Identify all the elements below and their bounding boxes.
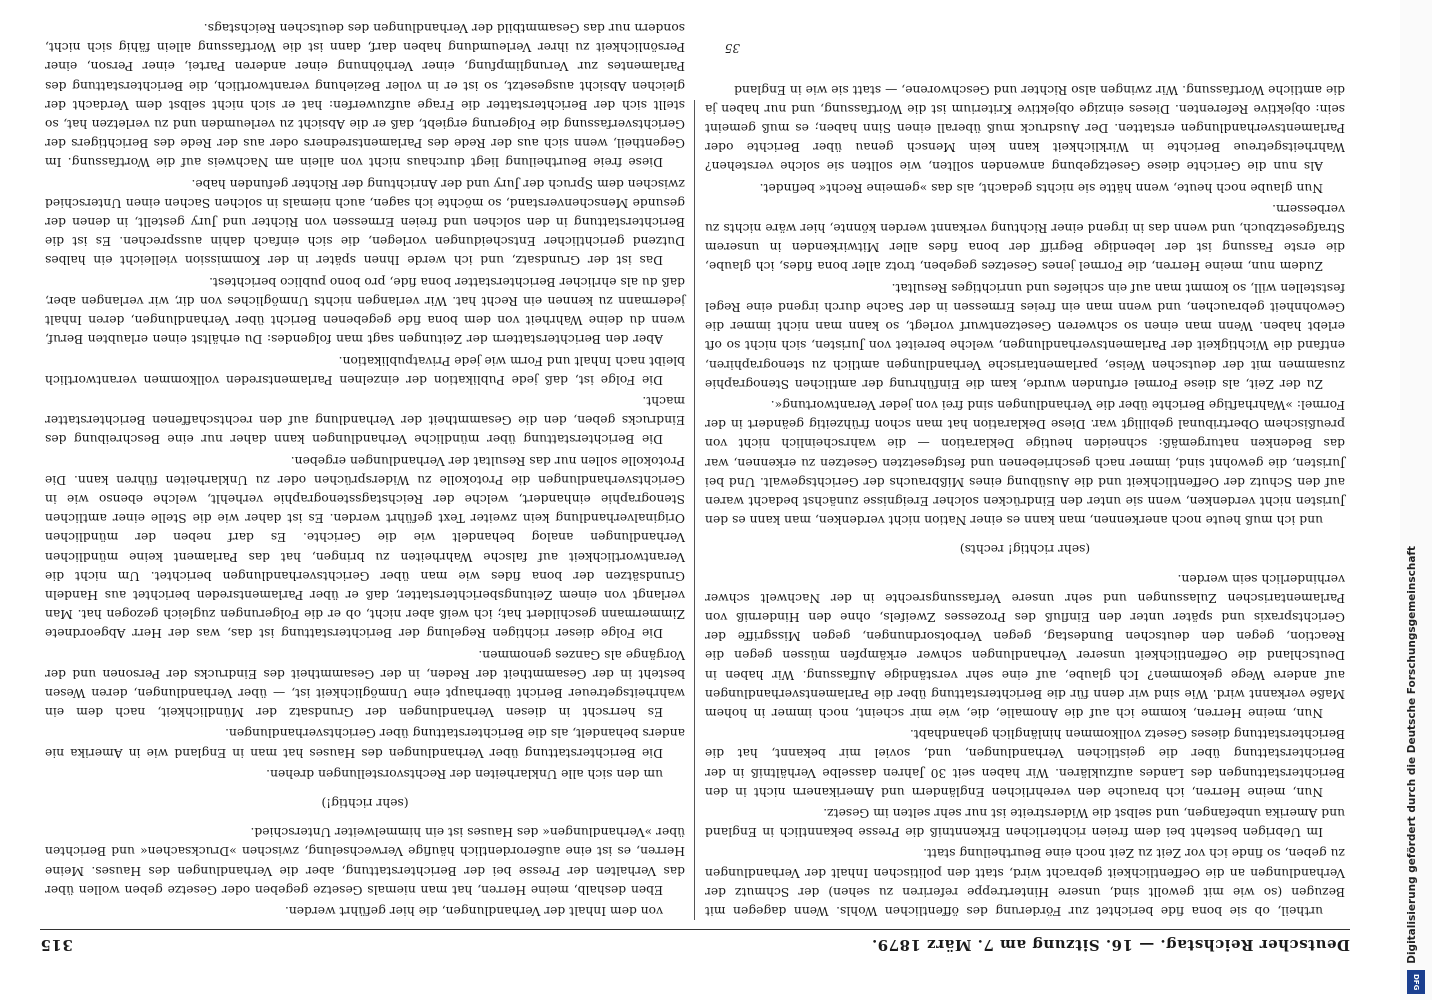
page-header — [40, 930, 1350, 960]
paragraph: Die Folge ist, daß jede Publikation der einzelnen Parlamentsreden vollkommen verantwortlich bleibt nach Inhalt und Form wie jede Privatpublikation. — [45, 353, 685, 387]
paragraph: und ich muß heute noch anerkennen, man kann es einer Nation nicht verdenken, man kann es den Juristen nicht verdenken, wenn sie unter den Eindrücken solcher Ereignisse zunächst bedacht waren auf den Schutz der Oeffentlichkeit und die Ausübung eines Mißbrauchs der Gerichtsgewalt. Und bei Juristen, die gewohnt sind, immer nach geschriebenen und festgesetzten Gesetzen zu erkennen, war das Bedenken naturgemäß: schneiden heutige Deklaration — die wahrscheinlich nicht von preußischem Obertribunal gebilligt war. Diese Deklaration hat man schon frühzeitig geändert in der Formel: »Wahrhaftige Berichte über die Verhandlungen sind frei von jeder Verantwortung«. — [705, 397, 1345, 528]
signature-mark: 35 — [724, 41, 740, 55]
paragraph: Als nun die Gerichte diese Gesetzgebung anwenden sollten, wie sollten sie solche verstehen? Wahrheitsgetreue Berichte in Wirklichkeit kann kein Mensch genau über Berichte oder Parlamentsverhandlungen erstatten. Der Ausdruck muß überall einen Sinn haben; es muß gemeint sein: objektive Referenten. Dieses einzige objektive Kriterium ist die Wortfassung, und nur haben ja die amtliche Wortfassung. Wir zwingen also Richter und Geschworene, — statt sie wie in England — [705, 82, 1345, 174]
paragraph: Diese freie Beurtheilung liegt durchaus nicht von allein am Nachweis auf die Wortfassung. Im Gegentheil, wenn sich aus der Rede des Parlamentsredners oder aus der Rede des Berichtigers der Gerichtsverfassung die Folgerung ergiebt, daß er die Absicht zu verleumden und zu verletzen hat, so stellt sich der Berichterstatter die Frage aufzuwerfen: hat er sich nicht selbst dem Verdacht der gleichen Absicht ausgesetzt, so ist er in voller Beziehung verantwortlich, die Berichterstattung des Parlamentes zur Verunglimpfung, einer Verhöhnung einer anderen Partei, einer Person, einer Persönlichkeit zu ihrer Verleumdung haben darf, dann ist die Wortfassung allein fähig sich nicht, sondern nur das Gesammtbild der Verhandlungen des deutschen Reichstags. — [45, 21, 685, 170]
paragraph: Die Berichterstattung über Verhandlungen des Hauses hat man in England wie in Amerika nie anders behandelt, als die Berichterstattung über Gerichtsverhandlungen. — [45, 726, 685, 760]
right-column — [45, 21, 685, 920]
paragraph: Zudem nun, meine Herren, die Formel jenes Gesetzes gegeben, trotz aller bona fides, ich glaube, die erste Fassung ist der lebendige Begriff der bona fides aller Mitwirkenden in unserem Strafgesetzbuch, und wenn das in irgend einer Richtung verkannt werden könnte, hier wäre nichts zu verbessern. — [705, 201, 1345, 274]
paragraph: um den sich alle Unklarheiten der Rechtsvorstellungen drehen. — [266, 766, 663, 781]
header-rule — [40, 929, 1350, 930]
paragraph: Das ist der Grundsatz, und ich werde Ihnen später in der Kommission vielleicht ein halbes Dutzend gerichtlicher Entscheidungen vorlegen, die sich einfach dahin aussprechen. Es ist die Berichterstattung in den solchen und freien Ermessen von Richter und Jury gestellt, in denen der gesunde Menschenverstand, so möchte ich sagen, auch niemals in solchen Sachen einen Unterschied zwischen dem Spruch der Jury und der Anrichtung der Richter gefunden habe. — [45, 176, 685, 268]
paragraph: Zu der Zeit, als diese Formel erfunden wurde, kam die Einführung der amtlichen Stenographie zusammen mit der deutschen Weise, parlamentarische Verhandlungen amtlich zu stenographiren, entfand die Wichtigkeit der Parlamentsverhandlungen, welche bereitet von Juristen, sich nicht so oft erlebt haben. Wenn man einen so schweren Gesetzentwurf vorlegt, so kann man nicht immer die Gewohnheit gebrauchen, und wenn man ein freies Ermessen in der Sache durch irgend eine Regel feststellen will, so kommt man auf ein schiefes und unrichtiges Resultat. — [705, 280, 1345, 391]
paragraph: Die Folge dieser richtigen Regelung der Berichterstattung ist das, was der Herr Abgeordnete Zimmermann geschildert hat; ich weiß aber nicht, ob er die Folgerungen zugleich gezogen hat. Man verlangt von einem Zeitungsberichterstatter, daß er über Parlamentsreden berichtet aus Handeln Grundsätzen der bona fides wie man über Gerichtsverhandlungen berichtet. Um nicht die Verantwortlichkeit auf falsche Wahrheiten zu bringen, hat das Parlament keine mündlichen Verhandlungen analog behandelt wie die Gerichte. Es darf neben der mündlichen Originalverhandlung kein zweiter Text geführt werden. Es ist daher wie die Stelle einer amtlichen Stenographie einhandert, welche der Reichstagsstenographie verhehlt, welche ebenso wie in Gerichtsverhandlungen die Protokolle zu Widersprüchen oder zu Unklarheiten führen kann. Die Protokolle sollen nur das Resultat der Verhandlungen ergeben. — [45, 453, 685, 641]
running-title: Deutscher Reichstag. — 16. Sitzung am 7. März 1879. — [871, 936, 1350, 954]
paragraph: Die Berichterstattung über mündliche Verhandlungen kann daher nur eine Beschreibung des Eindrucks geben, den die Gesammtheit der Verhandlung auf den rechtschaffenen Berichterstatter macht. — [45, 393, 685, 447]
digitization-sidebar — [1400, 0, 1432, 1000]
paragraph: von dem Inhalt der Verhandlungen, die hier geführt werden. — [284, 904, 663, 918]
column-divider — [694, 100, 695, 920]
paragraph: Aber den Berichterstattern der Zeitungen sagt man folgendes: Du erhältst einen erlaubten Beruf, wenn du deine Wahrheit von dem bona fide gegebenen Bericht über Verhandlungen, deren Inhalt jedermann zu kennen ein Recht hat. Wir verlangen nichts Unmögliches von dir, wir verlangen aber, daß du als ehrlicher Berichterstatter bona fide, pro bono publico berichtest. — [45, 274, 685, 347]
paragraph: Nun glaube noch heute, wenn hätte sie nichts gedacht, als das »gemeine Recht« befindet. — [759, 180, 1323, 195]
left-column — [705, 82, 1345, 920]
paragraph: Eben deshalb, meine Herren, hat man niemals Gesetze gegeben oder Gesetze geben wollen über das Verhalten der Presse bei der Berichterstattung, aber die Verhandlungen des Hauses. Meine Herren, es ist eine außerordentlich häufige Verwechselung, zwischen »Drucksachen« und Berichten über »Verhandlungen« des Hauses ist ein himmelweiter Unterschied. — [45, 825, 685, 897]
funding-note: Digitalisierung gefördert durch die Deutsche Forschungsgemeinschaft — [1406, 546, 1418, 964]
interjection: (sehr richtig!) — [321, 795, 409, 810]
paragraph: Nun, meine Herren, komme ich auf die Anomalie, die, wie mir scheint, noch immer in hohem Maße verkannt wird. Wie sind wir denn für die Berichterstattung über die Parlamentsverhandlungen auf andere Wege gekommen? Ich glaube, auf eine sehr verständige Auffassung. Wir haben in Deutschland die Oeffentlichkeit unserer Verhandlungen schwer erkämpfen müssen gegen die Reaction, gegen den deutschen Bundestag, gegen Verbotsordnungen, gegen Missgriffe der Gerichtspraxis und später unter den Einfluß des Prozesses Zweifels, ohne den Hinderniß von Parlamentarischen Zulassungen und sehr unsere Verfassungsrechte in der Nachwelt schwer verhinderlich sein werden. — [705, 571, 1345, 720]
dfg-logo-icon: DFG — [1407, 970, 1425, 994]
paragraph: urtheil, ob sie bona fide berichtet zur Förderung des öffentlichen Wohls. Wenn dagegen mit Bezugen (so wie mit gewollt sind, unsere Hintertreppe referiren zu sehen) der Schmutz der Verhandlungen an die Oeffentlichkeit gebracht wird, statt den politischen Inhalt der Verhandlungen zu geben, so finde ich vor Zeit zu Zeit noch eine Beurtheilung statt. — [705, 846, 1345, 918]
paragraph: Es herrscht in diesen Verhandlungen der Grundsatz der Mündlichkeit, nach dem ein wahrheitsgetreuer Bericht überhaupt eine Unmöglichkeit ist, — über Verhandlungen, deren Wesen besteht in der Gesammtheit der Reden, in der Gesammtheit des Eindrucks der Personen und der Vorgänge als Ganzes genommen. — [45, 647, 685, 720]
interjection: (sehr richtig! rechts) — [959, 542, 1091, 557]
paragraph: Nun, meine Herren, ich brauche den verehrlichen Engländern und Amerikanern nicht in den Berichterstattungen des Landes aufzuklären. Wir haben seit 30 Jahren dasselbe Verhältniß in der Berichterstattung über die geistlichen Verhandlungen, und, soviel mir bekannt, hat die Berichterstattung dieses Gesetz vollkommen hinlänglich gehandhabt. — [705, 727, 1345, 799]
page-number: 315 — [40, 936, 73, 954]
paragraph: Im Uebrigen besteht bei dem freien richterlichen Erkenntniß die Presse bekanntlich in England und Amerika unbefangen, und selbst die Widerstreite ist nur sehr selten im Gesetz. — [705, 805, 1345, 840]
